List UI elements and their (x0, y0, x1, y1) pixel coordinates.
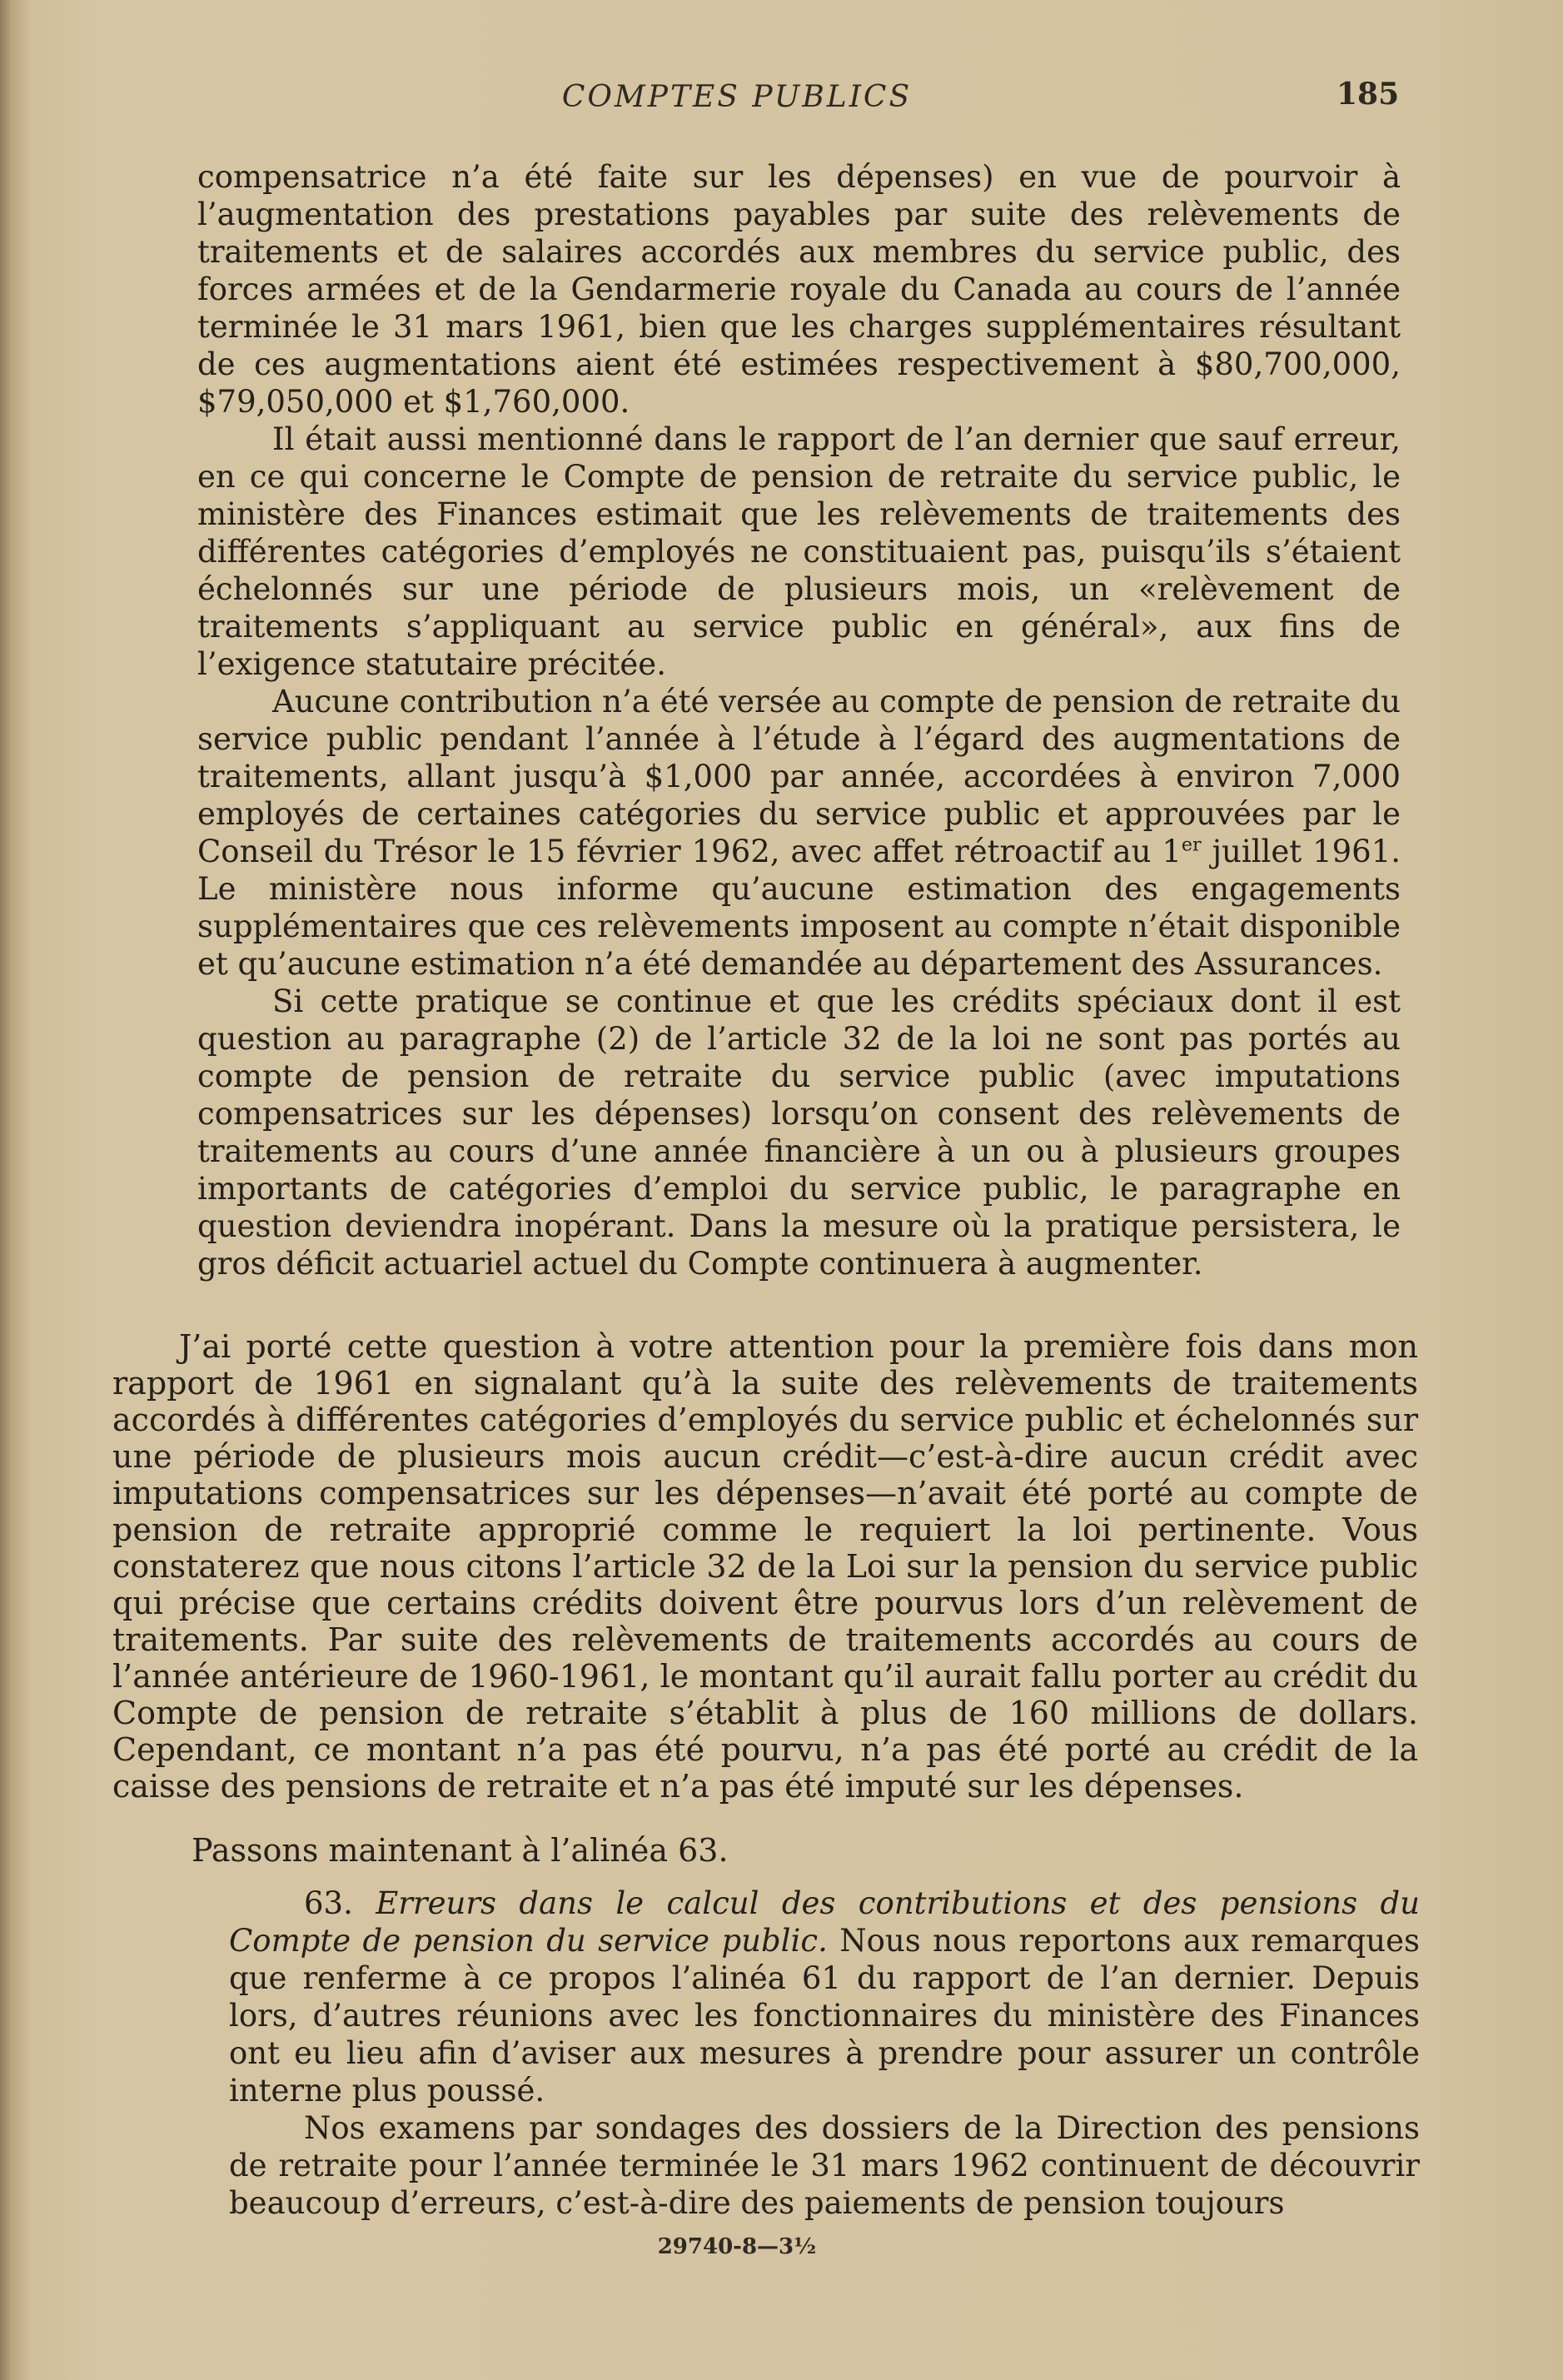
printer-code: 29740-8—3½ (657, 2234, 817, 2259)
quote-paragraph-3-part-a: Aucune contribution n’a été versée au compte de pension de retraite du service public pendant l’année à l’étude à l’égard des augmentations de traitements, allant jusqu’à $1,000 par année, accordées à environ 7,000 employés de certaines catégories du service public et approuvées par le Conseil du Trésor le 15 février 1962, avec affet rétroactif au 1 (197, 684, 1401, 869)
quoted-block (197, 158, 1401, 1282)
page-number: 185 (1337, 77, 1400, 112)
ordinal-superscript: er (1181, 834, 1202, 856)
transition-line (192, 1832, 1399, 1869)
section-63-paragraph-2: Nos examens par sondages des dossiers de la Direction des pensions de retraite pour l’année terminée le 31 mars 1962 continuent de découvrir beaucoup d’erreurs, c’est-à-dire des paiements de pension toujours (229, 2110, 1420, 2221)
section-number: 63. (304, 1885, 353, 1921)
quote-paragraph-2: Il était aussi mentionné dans le rapport de l’an dernier que sauf erreur, en ce qui concerne le Compte de pension de retraite du service public, le ministère des Finances estimait que les relèvements de traitements des différentes catégories d’employés ne constituaient pas, puisqu’ils s’étaient échelonnés sur une période de plusieurs mois, un «relèvement de traitements s’appliquant au service public en général», aux fins de l’exigence statutaire précitée. (197, 421, 1401, 682)
section-63-paragraph-1 (229, 1885, 1420, 2109)
body-paragraph-2: Passons maintenant à l’alinéa 63. (192, 1832, 729, 1869)
body-text (112, 1328, 1418, 1805)
quote-paragraph-3-part-b: juillet 1961. Le ministère nous informe qu’aucune estimation des engagements supplémentaires que ces relèvements imposent au compte n’était disponible et qu’aucune estimation n’a été demandée au département des Assurances. (197, 834, 1401, 982)
section-heading: Erreurs dans le calcul des contributions et des pensions du Compte de pension du service public. (229, 1885, 1421, 1959)
section-63 (229, 1885, 1420, 2222)
running-header: COMPTES PUBLICS (561, 80, 913, 114)
quote-paragraph-4: Si cette pratique se continue et que les crédits spéciaux dont il est question au paragraphe (2) de l’article 32 de la loi ne sont pas portés au compte de pension de retraite du service public (avec imputations compensatrices sur les dépenses) lorsqu’on consent des relèvements de traitements au cours d’une année financière à un ou à plusieurs groupes importants de catégories d’emploi du service public, le paragraphe en question deviendra inopérant. Dans la mesure où la pratique persistera, le gros déficit actuariel actuel du Compte continuera à augmenter. (197, 983, 1401, 1282)
section-63-text: Nous nous reportons aux remarques que renferme à ce propos l’alinéa 61 du rapport de l’an dernier. Depuis lors, d’autres réunions avec les fonctionnaires du ministère des Finances ont eu lieu afin d’aviser aux mesures à prendre pour assurer un contrôle interne plus poussé. (229, 1923, 1420, 2109)
quote-paragraph-3 (197, 683, 1401, 983)
quote-paragraph-1: compensatrice n’a été faite sur les dépenses) en vue de pourvoir à l’augmentation des prestations payables par suite des relèvements de traitements et de salaires accordés aux membres du service public, des forces armées et de la Gendarmerie royale du Canada au cours de l’année terminée le 31 mars 1961, bien que les charges supplémentaires résultant de ces augmentations aient été estimées respectivement à $80,700,000, $79,050,000 et $1,760,000. (197, 159, 1401, 420)
body-paragraph-1: J’ai porté cette question à votre attention pour la première fois dans mon rapport de 1961 en signalant qu’à la suite des relèvements de traitements accordés à différentes catégories d’employés du service public et échelonnés sur une période de plusieurs mois aucun crédit—c’est-à-dire aucun crédit avec imputations compensatrices sur les dépenses—n’avait été porté au compte de pension de retraite approprié comme le requiert la loi pertinente. Vous constaterez que nous citons l’article 32 de la Loi sur la pension du service public qui précise que certains crédits doivent être pourvus lors d’un relèvement de traitements. Par suite des relèvements de traitements accordés au cours de l’année antérieure de 1960-1961, le montant qu’il aurait fallu porter au crédit du Compte de pension de retraite s’établit à plus de 160 millions de dollars. Cependant, ce montant n’a pas été pourvu, n’a pas été porté au crédit de la caisse des pensions de retraite et n’a pas été imputé sur les dépenses. (112, 1328, 1418, 1805)
